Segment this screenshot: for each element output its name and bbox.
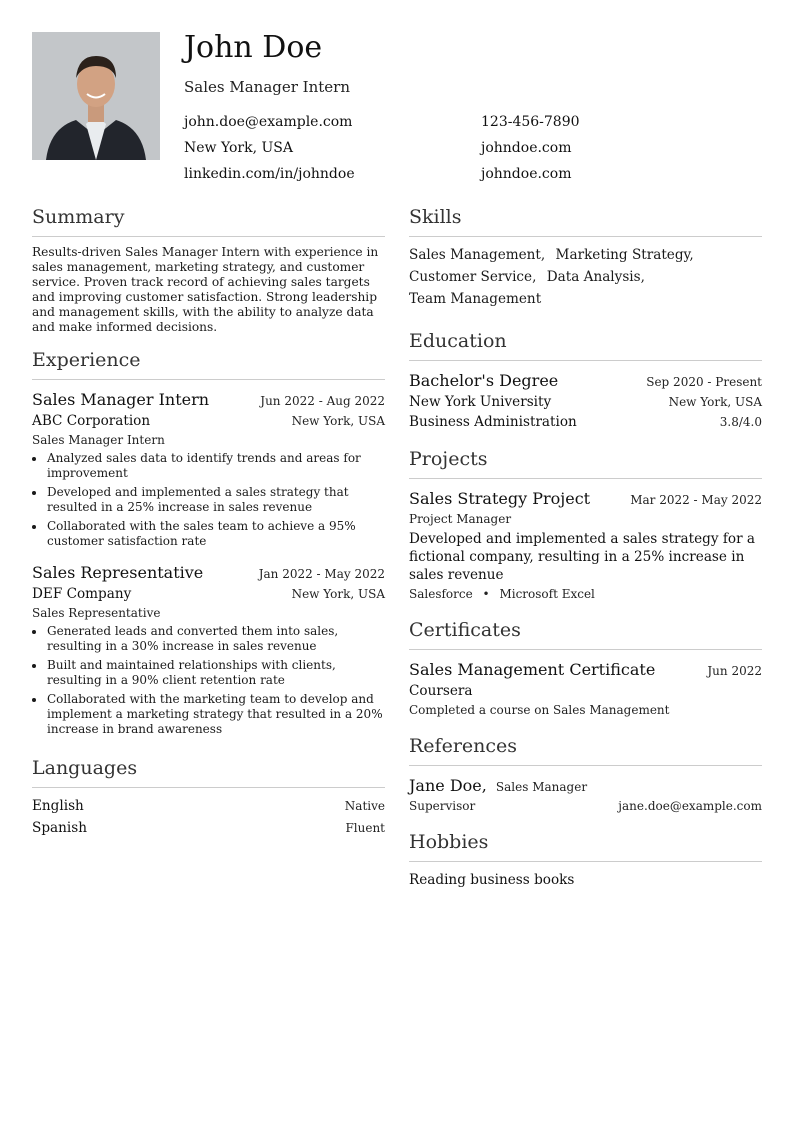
- list-item: • Analyzed sales data to identify trends and areas for improvement: [46, 451, 385, 481]
- website-link-2[interactable]: johndoe.com: [481, 166, 572, 182]
- profile-photo: [32, 32, 160, 160]
- candidate-name: John Doe: [184, 30, 323, 65]
- project-dates: Mar 2022 - May 2022: [630, 493, 762, 507]
- experience-position: Sales Representative: [32, 563, 204, 582]
- education-dates: Sep 2020 - Present: [646, 375, 762, 389]
- certificates-heading: Certificates: [409, 619, 762, 650]
- project-tool: Salesforce: [409, 587, 473, 601]
- experience-item: [32, 563, 385, 737]
- skill-tag: Sales Management,: [409, 247, 546, 263]
- list-item: • Built and maintained relationships with clients, resulting in a 90% client retention rate: [46, 658, 385, 688]
- experience-bullets: [32, 624, 385, 737]
- language-level: Native: [344, 799, 385, 813]
- project-name: Sales Strategy Project: [409, 489, 591, 508]
- language-level: Fluent: [345, 821, 385, 835]
- language-row: [32, 820, 385, 836]
- email-link[interactable]: john.doe@example.com: [184, 114, 353, 130]
- hobbies-section: [409, 831, 762, 888]
- candidate-title: Sales Manager Intern: [184, 78, 351, 96]
- projects-section: [409, 448, 762, 601]
- education-gpa: 3.8/4.0: [719, 415, 762, 429]
- bullet-separator-icon: •: [482, 587, 490, 601]
- project-role: Project Manager: [409, 512, 512, 526]
- list-item: • Developed and implemented a sales strategy that resulted in a 25% increase in sales revenue: [46, 485, 385, 515]
- hobbies-heading: Hobbies: [409, 831, 762, 862]
- certificate-date: Jun 2022: [707, 664, 762, 678]
- website-link[interactable]: johndoe.com: [481, 140, 572, 156]
- location-text: New York, USA: [184, 140, 293, 156]
- certificate-issuer: Coursera: [409, 683, 473, 699]
- summary-heading: Summary: [32, 206, 385, 237]
- skills-list: [409, 244, 762, 310]
- experience-company: ABC Corporation: [32, 413, 151, 429]
- right-column: [409, 206, 762, 902]
- education-school: New York University: [409, 394, 552, 410]
- experience-item: [32, 390, 385, 549]
- language-name: Spanish: [32, 820, 87, 836]
- language-name: English: [32, 798, 84, 814]
- certificate-description: Completed a course on Sales Management: [409, 703, 670, 717]
- skill-tag: Customer Service,: [409, 269, 537, 285]
- left-column: [32, 206, 385, 850]
- education-degree: Bachelor's Degree: [409, 371, 559, 390]
- summary-text: Results-driven Sales Manager Intern with experience in sales management, marketing strategy, and customer service. Proven track record of achieving sales targets and improving customer satisfaction. Strong leadership and management skills, with the ability to analyze data and make informed decisions.: [32, 245, 379, 334]
- experience-dates: Jan 2022 - May 2022: [258, 567, 385, 581]
- skill-tag: Marketing Strategy,: [555, 247, 694, 263]
- experience-section: [32, 349, 385, 737]
- reference-email[interactable]: jane.doe@example.com: [618, 799, 762, 813]
- project-tool: Microsoft Excel: [499, 587, 595, 601]
- experience-location: New York, USA: [291, 587, 385, 601]
- project-description: Developed and implemented a sales strategy for a fictional company, resulting in a 25% increase in sales revenue: [409, 531, 755, 583]
- education-location: New York, USA: [668, 395, 762, 409]
- list-item: • Collaborated with the marketing team to develop and implement a marketing strategy that resulted in a 20% increase in brand awareness: [46, 692, 385, 737]
- education-heading: Education: [409, 330, 762, 361]
- list-item: • Generated leads and converted them into sales, resulting in a 30% increase in sales revenue: [46, 624, 385, 654]
- reference-position: Sales Manager: [495, 780, 588, 794]
- linkedin-link[interactable]: linkedin.com/in/johndoe: [184, 166, 355, 182]
- skills-section: [409, 206, 762, 310]
- experience-location: New York, USA: [291, 414, 385, 428]
- skills-heading: Skills: [409, 206, 762, 237]
- experience-role: Sales Representative: [32, 606, 161, 620]
- experience-heading: Experience: [32, 349, 385, 380]
- language-row: [32, 798, 385, 814]
- education-field: Business Administration: [409, 414, 577, 430]
- phone-text: 123-456-7890: [481, 114, 580, 130]
- hobbies-text: Reading business books: [409, 872, 575, 888]
- experience-role: Sales Manager Intern: [32, 433, 165, 447]
- languages-section: [32, 757, 385, 836]
- references-section: [409, 735, 762, 813]
- reference-name: Jane Doe,: [409, 776, 487, 795]
- skill-tag: Team Management: [409, 291, 542, 307]
- languages-heading: Languages: [32, 757, 385, 788]
- project-tools: [409, 587, 762, 601]
- education-section: [409, 330, 762, 430]
- projects-heading: Projects: [409, 448, 762, 479]
- summary-section: [32, 206, 385, 335]
- reference-relation: Supervisor: [409, 799, 476, 813]
- experience-dates: Jun 2022 - Aug 2022: [260, 394, 385, 408]
- certificates-section: [409, 619, 762, 717]
- list-item: • Collaborated with the sales team to achieve a 95% customer satisfaction rate: [46, 519, 385, 549]
- skill-tag: Data Analysis,: [546, 269, 645, 285]
- experience-position: Sales Manager Intern: [32, 390, 210, 409]
- references-heading: References: [409, 735, 762, 766]
- experience-bullets: [32, 451, 385, 549]
- experience-company: DEF Company: [32, 586, 132, 602]
- certificate-name: Sales Management Certificate: [409, 660, 656, 679]
